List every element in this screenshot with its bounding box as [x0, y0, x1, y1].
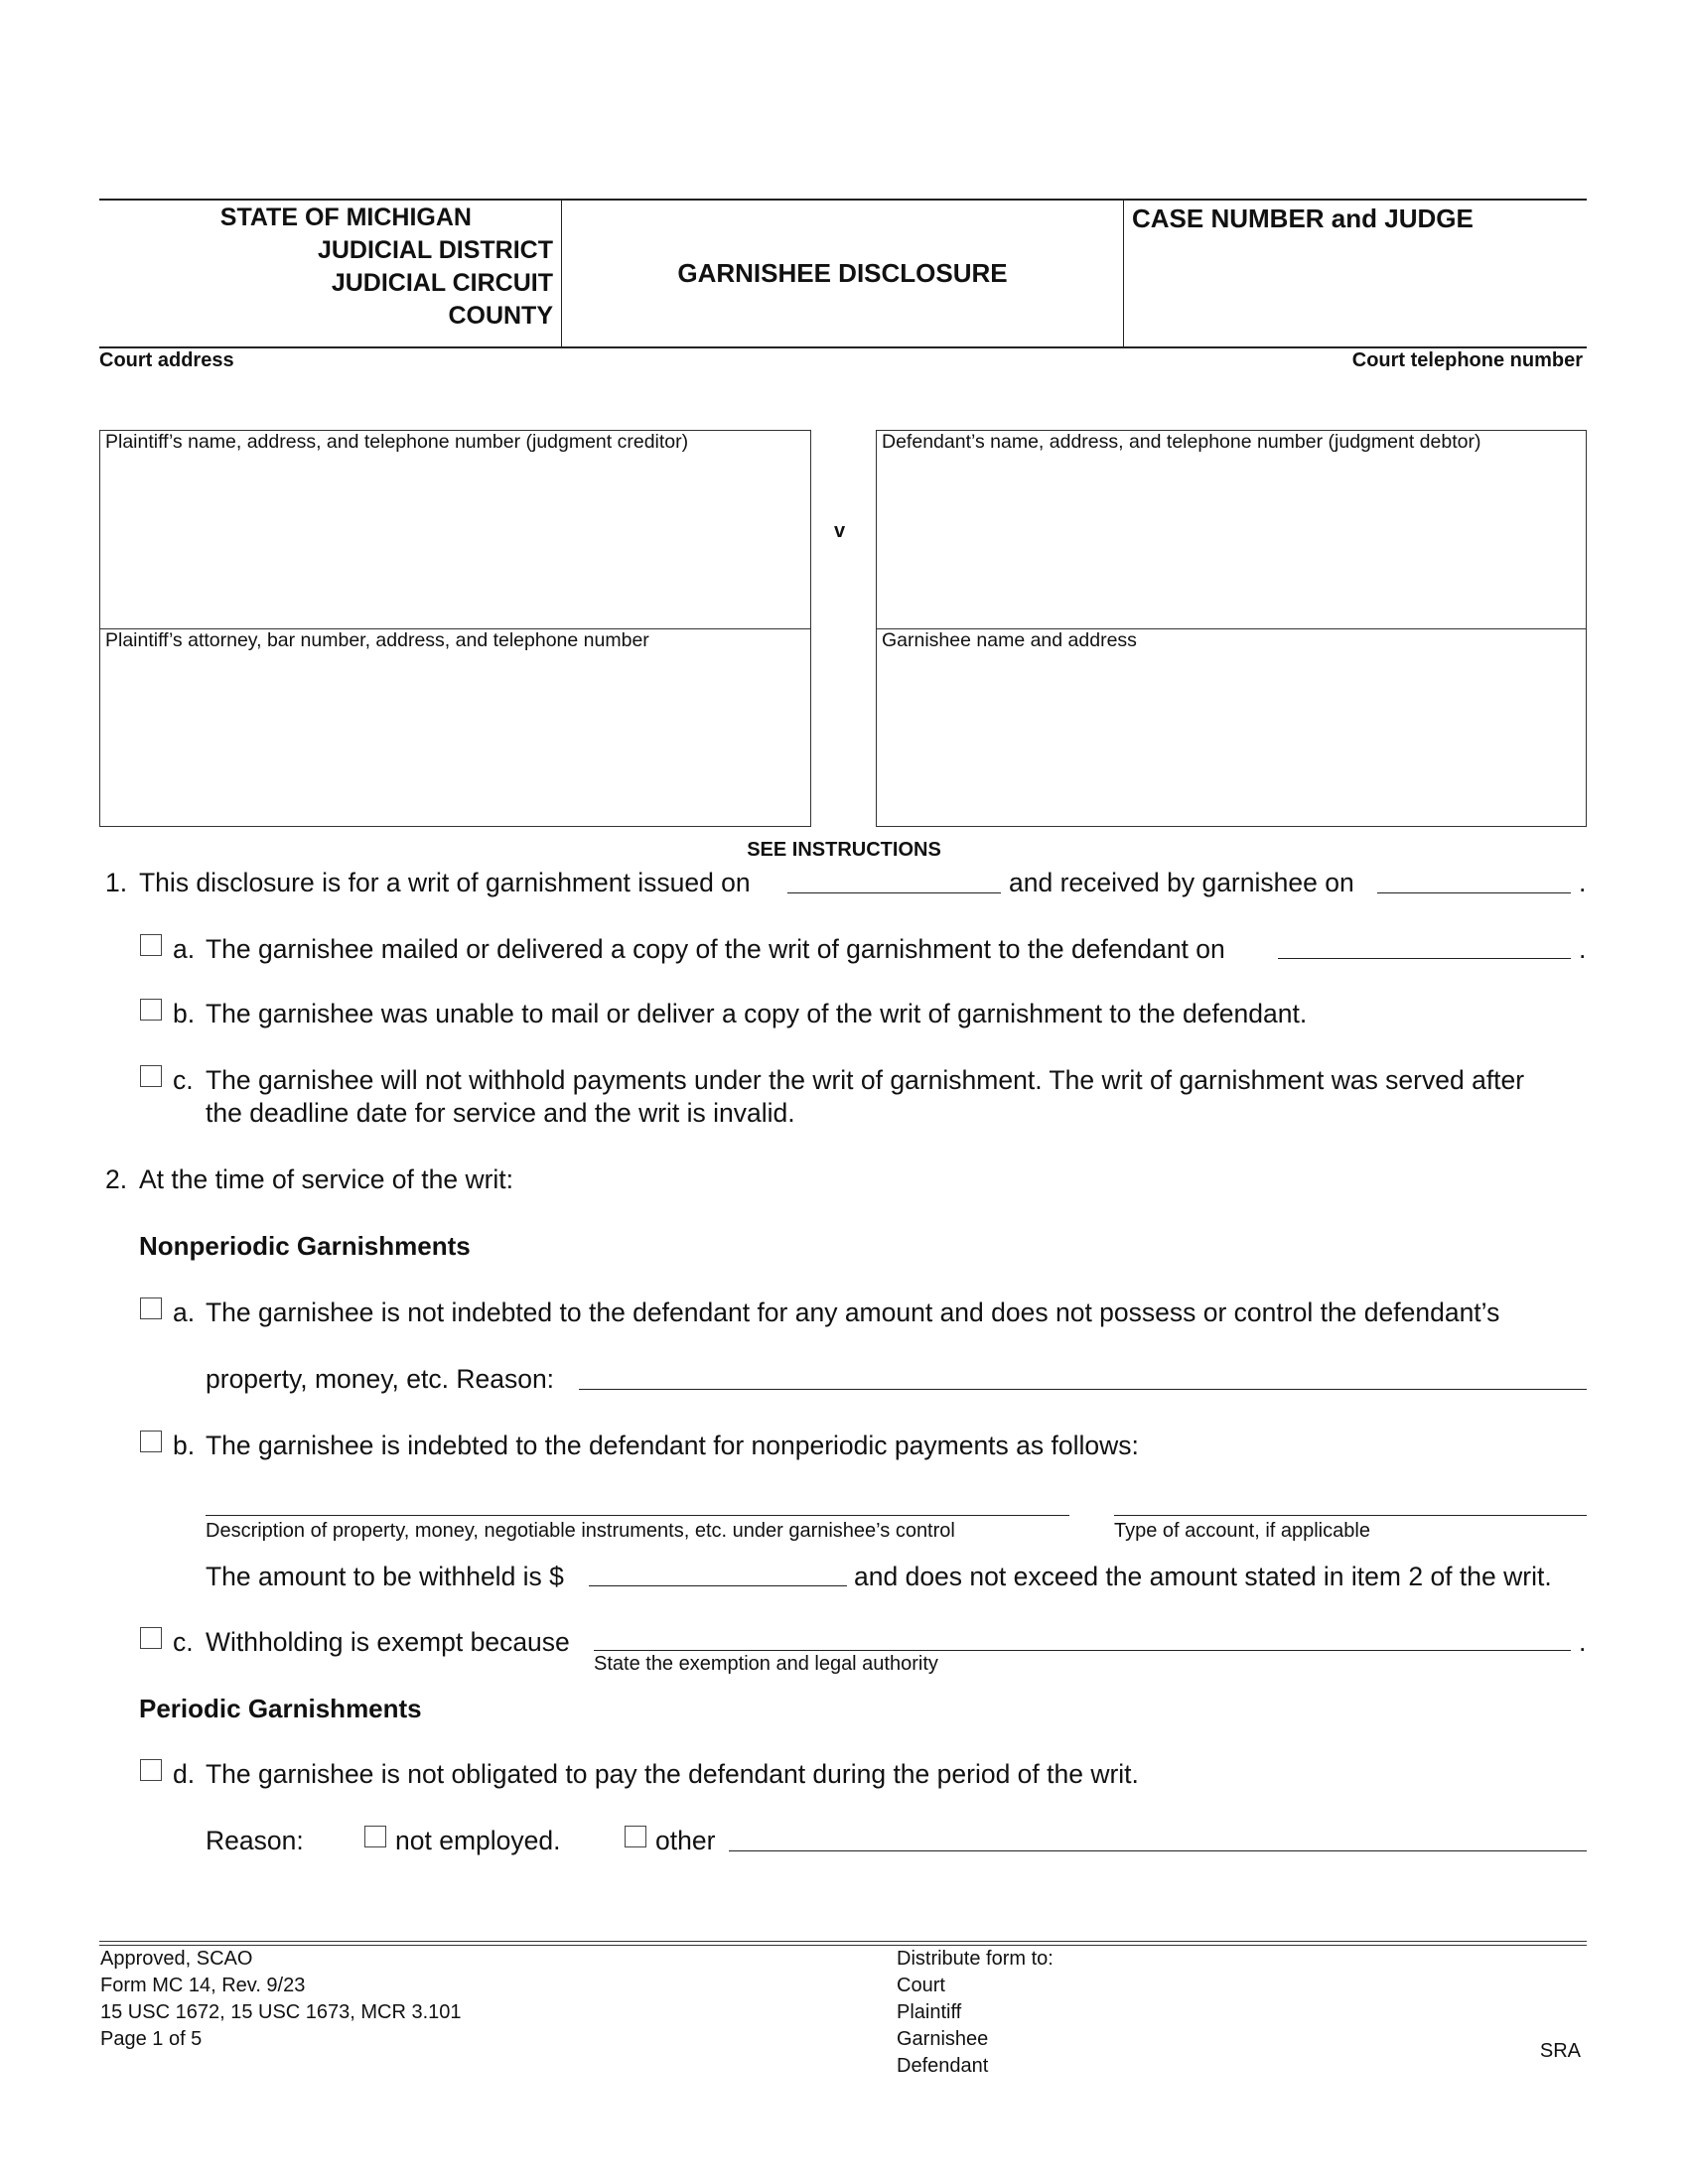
- court-identification: [119, 202, 553, 333]
- approved-label: Approved, SCAO: [100, 1948, 253, 1970]
- writ-issued-date-field[interactable]: [787, 892, 1001, 893]
- plaintiff-label: Plaintiff’s name, address, and telephone number (judgment creditor): [105, 431, 689, 453]
- state-label: STATE OF MICHIGAN: [219, 204, 472, 231]
- item2d-text: The garnishee is not obligated to pay the defendant during the period of the writ.: [206, 1759, 1139, 1789]
- item2c-checkbox[interactable]: [140, 1627, 162, 1649]
- defendant-label: Defendant’s name, address, and telephone number (judgment debtor): [882, 431, 1481, 453]
- item1c-text-line2: the deadline date for service and the writ is invalid.: [206, 1098, 795, 1128]
- other-reason-field[interactable]: [729, 1850, 1587, 1851]
- distribution-list: [897, 1946, 1054, 2080]
- distribute-item: Plaintiff: [897, 2001, 962, 2023]
- header-bottom-rule: [99, 346, 1587, 348]
- other-label: other: [655, 1826, 716, 1855]
- item1a-letter: a.: [173, 934, 196, 964]
- plaintiff-box[interactable]: [99, 430, 811, 629]
- item1-number: 1.: [105, 868, 128, 897]
- item2c-text: Withholding is exempt because: [206, 1627, 570, 1657]
- item1c-letter: c.: [173, 1065, 194, 1095]
- item2a-text-line1: The garnishee is not indebted to the defendant for any amount and does not possess or control the defendant’s: [206, 1297, 1500, 1327]
- judicial-circuit-label: JUDICIAL CIRCUIT: [331, 269, 553, 297]
- page-number-label: Page 1 of 5: [100, 2028, 203, 2050]
- item1c-checkbox[interactable]: [140, 1065, 162, 1087]
- item1-text-received: and received by garnishee on: [1009, 868, 1354, 897]
- header-divider-right: [1123, 200, 1124, 346]
- other-checkbox[interactable]: [625, 1826, 646, 1847]
- not-indebted-reason-field[interactable]: [579, 1389, 1587, 1390]
- nonperiodic-heading: Nonperiodic Garnishments: [139, 1231, 471, 1261]
- item2c-letter: c.: [173, 1627, 194, 1657]
- header-top-rule: [99, 199, 1587, 201]
- exemption-caption: State the exemption and legal authority: [594, 1653, 938, 1675]
- item2b-text: The garnishee is indebted to the defendant for nonperiodic payments as follows:: [206, 1431, 1139, 1460]
- court-address-label: Court address: [99, 349, 234, 371]
- property-description-field[interactable]: [206, 1515, 1069, 1516]
- item2b-checkbox[interactable]: [140, 1431, 162, 1452]
- form-number-label: Form MC 14, Rev. 9/23: [100, 1975, 306, 1996]
- case-number-field[interactable]: [1127, 238, 1584, 342]
- item1b-letter: b.: [173, 999, 196, 1028]
- case-number-judge-label: CASE NUMBER and JUDGE: [1132, 204, 1474, 233]
- item2-number: 2.: [105, 1164, 128, 1194]
- statute-label: 15 USC 1672, 15 USC 1673, MCR 3.101: [100, 2001, 462, 2023]
- attorney-box[interactable]: [99, 628, 811, 827]
- item1c-text-line1: The garnishee will not withhold payments under the writ of garnishment. The writ of garnishment was served after: [206, 1065, 1525, 1095]
- attorney-label: Plaintiff’s attorney, bar number, address, and telephone number: [105, 629, 649, 651]
- amount-limit-text: and does not exceed the amount stated in item 2 of the writ.: [854, 1562, 1552, 1591]
- item2d-checkbox[interactable]: [140, 1759, 162, 1781]
- item2a-text-line2: property, money, etc. Reason:: [206, 1364, 555, 1394]
- footer-left: [100, 1946, 462, 2053]
- amount-withheld-text: The amount to be withheld is $: [206, 1562, 564, 1591]
- item1a-checkbox[interactable]: [140, 934, 162, 956]
- item1b-text: The garnishee was unable to mail or deliver a copy of the writ of garnishment to the defendant.: [206, 999, 1308, 1028]
- item1a-text: The garnishee mailed or delivered a copy of the writ of garnishment to the defendant on: [206, 934, 1225, 964]
- versus-label: v: [834, 520, 846, 542]
- defendant-box[interactable]: [876, 430, 1587, 629]
- not-employed-checkbox[interactable]: [364, 1826, 386, 1847]
- not-employed-label: not employed.: [395, 1826, 561, 1855]
- distribute-item: Court: [897, 1975, 945, 1996]
- county-label: COUNTY: [448, 302, 553, 330]
- see-instructions-label: SEE INSTRUCTIONS: [747, 839, 941, 861]
- form-title: GARNISHEE DISCLOSURE: [677, 258, 1008, 288]
- item1b-checkbox[interactable]: [140, 999, 162, 1021]
- garnishee-box[interactable]: [876, 628, 1587, 827]
- exemption-field[interactable]: [594, 1650, 1571, 1651]
- distribute-item: Defendant: [897, 2055, 989, 2077]
- account-type-field[interactable]: [1114, 1515, 1587, 1516]
- account-type-caption: Type of account, if applicable: [1114, 1520, 1370, 1542]
- court-telephone-label: Court telephone number: [1351, 349, 1583, 371]
- garnishee-label: Garnishee name and address: [882, 629, 1137, 651]
- item1-period: .: [1579, 868, 1587, 897]
- item2-text: At the time of service of the writ:: [139, 1164, 514, 1194]
- item2a-checkbox[interactable]: [140, 1297, 162, 1319]
- reason-label: Reason:: [206, 1826, 304, 1855]
- writ-received-date-field[interactable]: [1377, 892, 1571, 893]
- item1a-period: .: [1579, 934, 1587, 964]
- item1-text-issued: This disclosure is for a writ of garnishment issued on: [139, 868, 751, 897]
- item2d-letter: d.: [173, 1759, 196, 1789]
- judicial-district-label: JUDICIAL DISTRICT: [317, 236, 553, 264]
- distribute-label: Distribute form to:: [897, 1948, 1054, 1970]
- amount-withheld-field[interactable]: [589, 1585, 847, 1586]
- item2a-letter: a.: [173, 1297, 196, 1327]
- property-description-caption: Description of property, money, negotiable instruments, etc. under garnishee’s control: [206, 1520, 955, 1542]
- distribute-item: Garnishee: [897, 2028, 989, 2050]
- item2b-letter: b.: [173, 1431, 196, 1460]
- item2c-period: .: [1579, 1627, 1587, 1657]
- periodic-heading: Periodic Garnishments: [139, 1694, 422, 1723]
- copy-mailed-date-field[interactable]: [1278, 958, 1571, 959]
- form-code: SRA: [1539, 2040, 1581, 2062]
